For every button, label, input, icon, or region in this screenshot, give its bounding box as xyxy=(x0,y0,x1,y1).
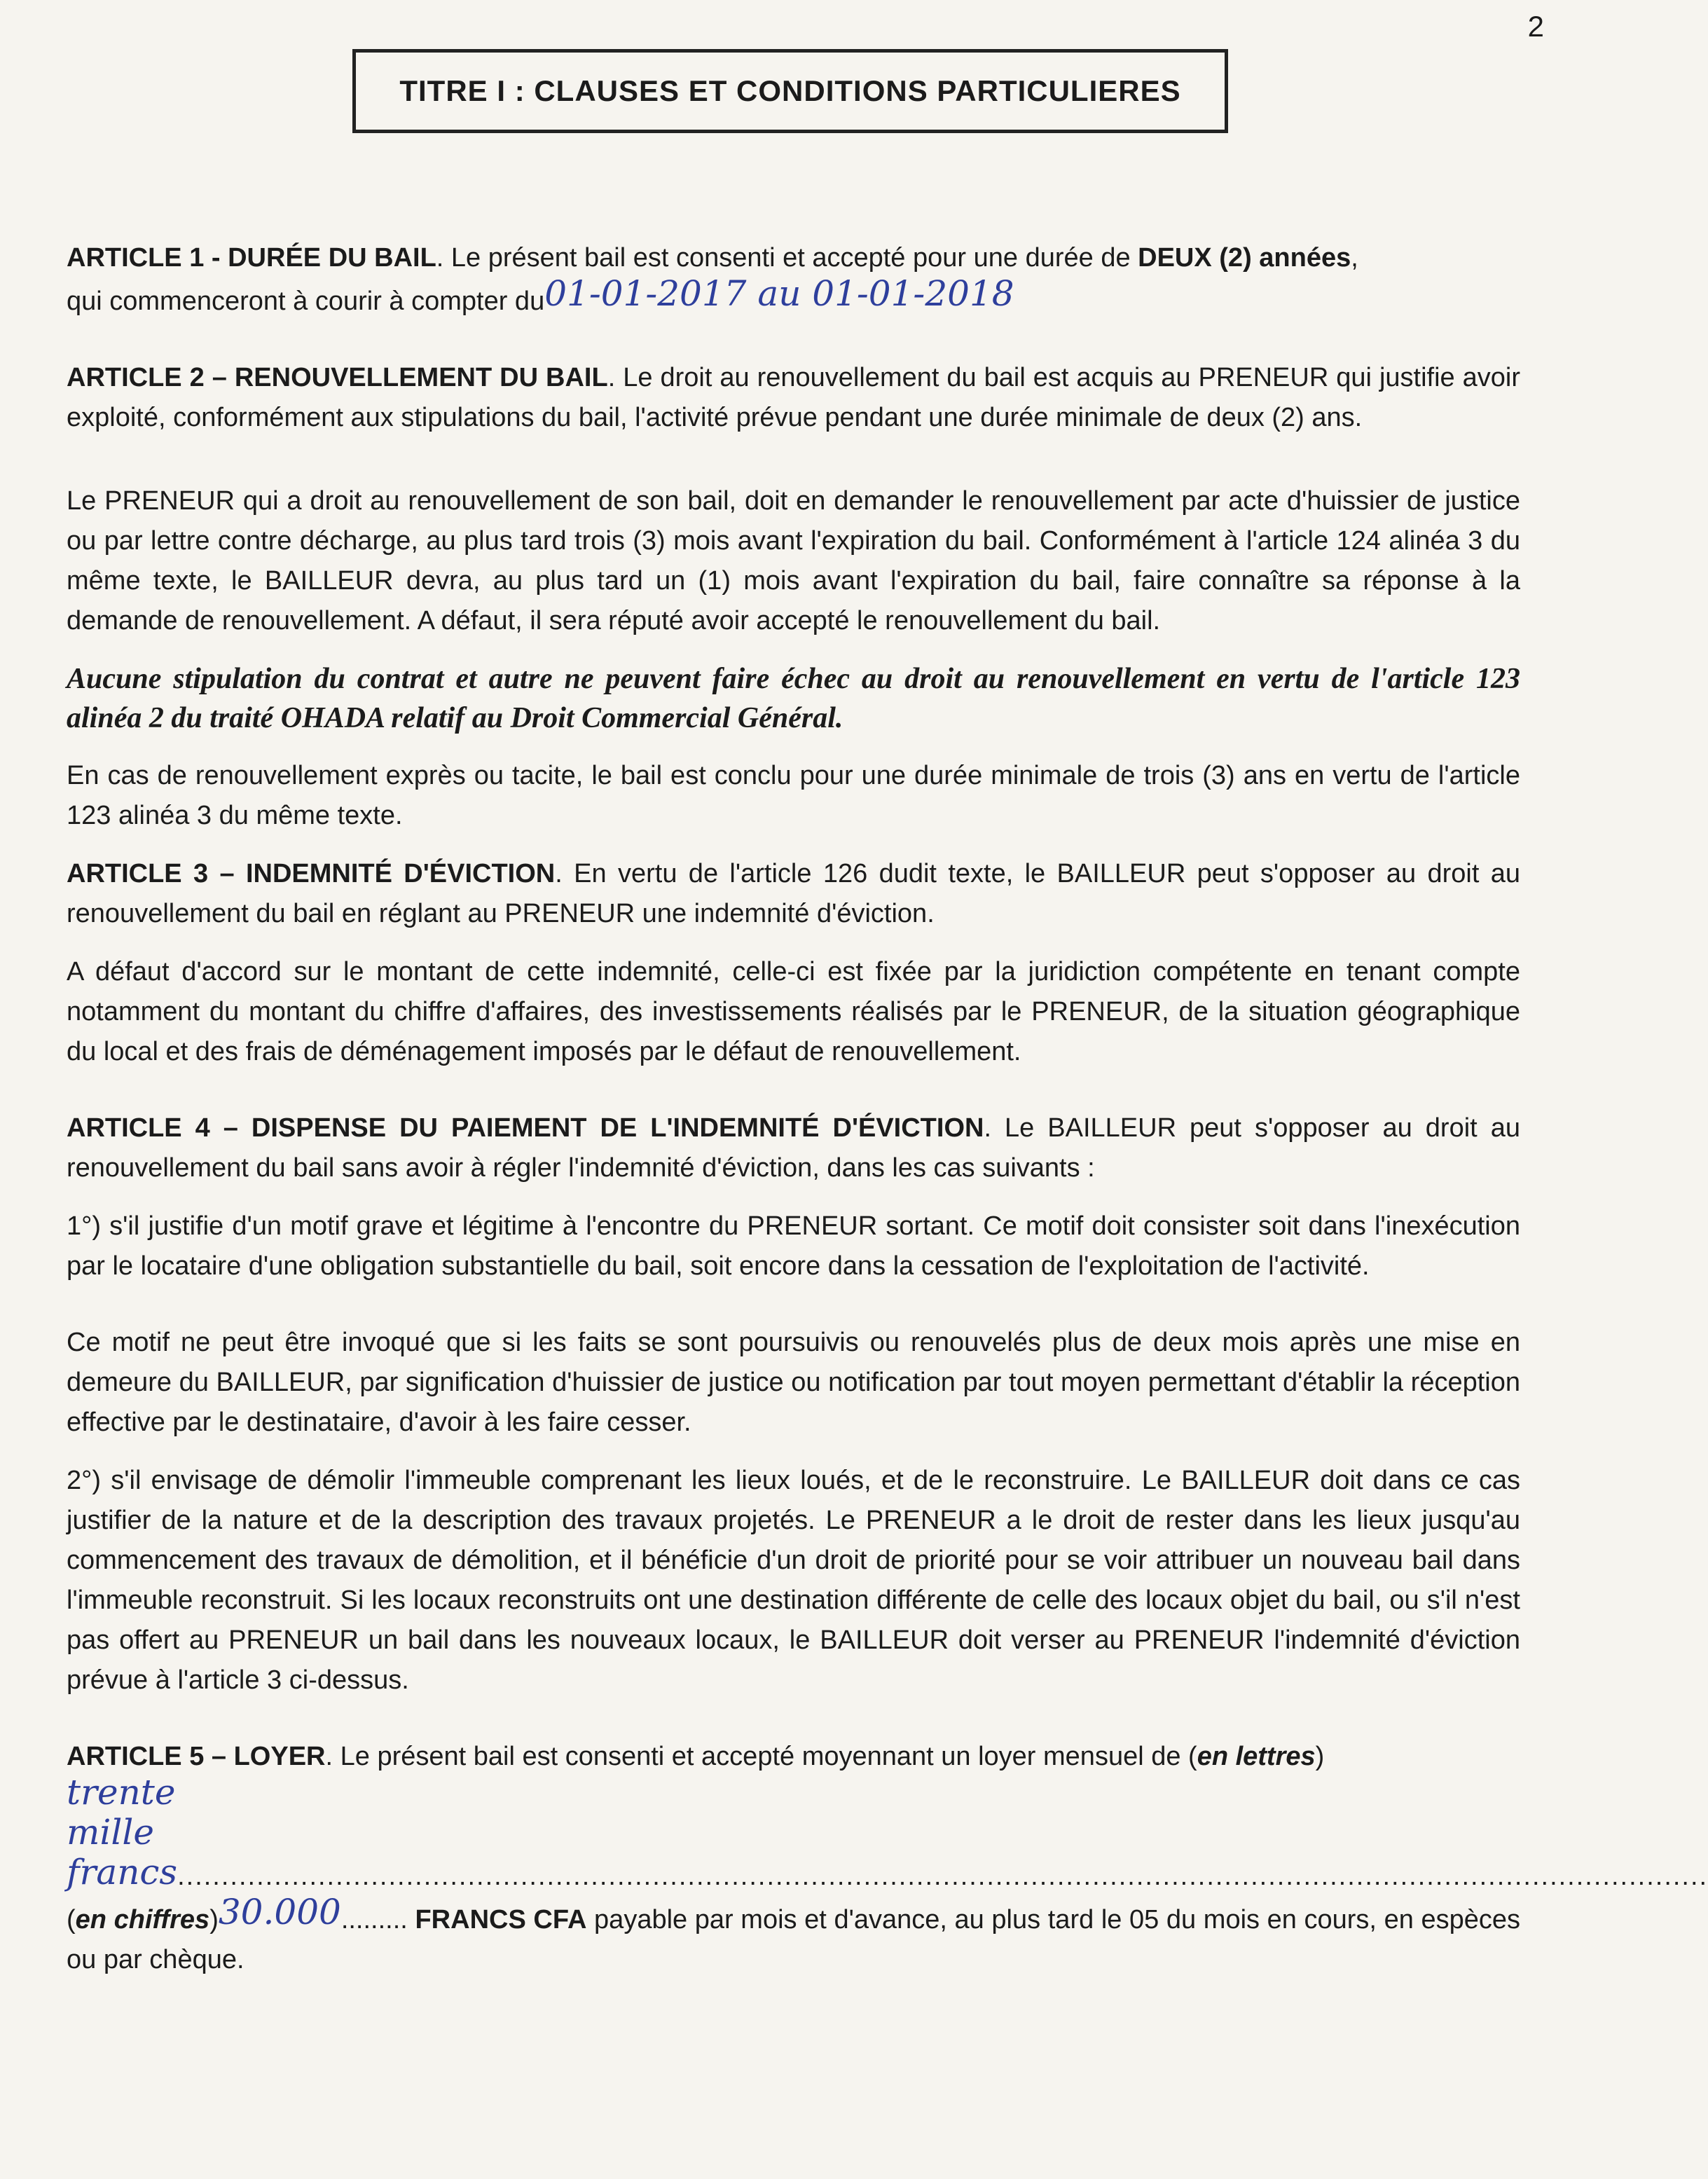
article-1-text-a: . Le présent bail est consenti et accepté pour une durée de xyxy=(436,243,1138,273)
article-2-p2: Le PRENEUR qui a droit au renouvellement de son bail, doit en demander le renouvellement par acte d'huissier de justice ou par lettre contre décharge, au plus tard trois (3) mois avant l'expiration du bail. Conformément à l'article 124 alinéa 3 du même texte, le BAILLEUR devra, au plus tard un (1) mois avant l'expiration du bail, faire connaître sa réponse à la demande de renouvellement. A défaut, il sera réputé avoir accepté le renouvellement du bail. xyxy=(67,486,1520,635)
article-5-en-chiffres: en chiffres xyxy=(75,1905,210,1934)
article-5 xyxy=(67,1737,1520,1777)
handwritten-amount-figures: 30.000 xyxy=(218,1892,341,1932)
article-3 xyxy=(67,854,1520,934)
article-5-amount-line: (en chiffres)30.000......... FRANCS CFA payable par mois et d'avance, au plus tard le 05 du mois en cours, en espèces ou par chèque. xyxy=(67,1892,1521,1974)
article-4 xyxy=(67,1108,1520,1188)
handwritten-amount-words: trente mille francs xyxy=(67,1772,178,1892)
article-5-currency: FRANCS CFA xyxy=(415,1905,587,1934)
article-5-text-a: . Le présent bail est consenti et accepté moyennant un loyer mensuel de ( xyxy=(325,1742,1197,1771)
article-1 xyxy=(67,238,1520,322)
article-4-p4: 2°) s'il envisage de démolir l'immeuble comprenant les lieux loués, et de le reconstruire. Le BAILLEUR doit dans ce cas justifier de la nature et de la description des travaux projetés. Le PRENEUR a le droit de rester dans les lieux jusqu'au commencement des travaux de démolition, et il bénéficie d'un droit de priorité pour se voir attribuer un nouveau bail dans l'immeuble reconstruit. Si les locaux reconstruits ont une destination différente de celle des locaux objet du bail, ou s'il n'est pas offert au PRENEUR un bail dans les nouveaux locaux, le BAILLEUR doit verser au PRENEUR l'indemnité d'éviction prévue à l'article 3 ci-dessus. xyxy=(67,1466,1520,1695)
article-5-en-lettres: en lettres xyxy=(1197,1742,1316,1771)
article-2-p1: . Le droit au renouvellement du bail est acquis au PRENEUR qui justifie avoir exploité, conformément aux stipulations du bail, l'activité prévue pendant une durée minimale de deux (2) ans. xyxy=(67,363,1520,432)
article-2-heading: ARTICLE 2 – RENOUVELLEMENT DU BAIL xyxy=(67,363,608,392)
article-4-heading: ARTICLE 4 – DISPENSE DU PAIEMENT DE L'INDEMNITÉ D'ÉVICTION xyxy=(67,1113,984,1143)
article-1-text-b: , xyxy=(1351,243,1358,273)
article-5-text-c: payable par mois et d'avance, au plus tard le 05 du mois en cours, en espèces ou par chèque. xyxy=(67,1905,1521,1974)
article-3-heading: ARTICLE 3 – INDEMNITÉ D'ÉVICTION xyxy=(67,859,556,888)
article-1-heading: ARTICLE 1 - DURÉE DU BAIL xyxy=(67,243,436,273)
section-title-box xyxy=(352,49,1228,133)
article-2-italic-clause: Aucune stipulation du contrat et autre ne peuvent faire échec au droit au renouvellement en vertu de l'article 123 alinéa 2 du traité OHADA relatif au Droit Commercial Général. xyxy=(67,663,1520,734)
article-4-p2: 1°) s'il justifie d'un motif grave et légitime à l'encontre du PRENEUR sortant. Ce motif doit consister soit dans l'inexécution par le locataire d'une obligation substantielle du bail, soit encore dans la cessation de l'exploitation de l'activité. xyxy=(67,1211,1520,1281)
article-5-text-b: ) xyxy=(1315,1742,1325,1771)
article-5-heading: ARTICLE 5 – LOYER xyxy=(67,1742,326,1771)
article-4-p3: Ce motif ne peut être invoqué que si les faits se sont poursuivis ou renouvelés plus de deux mois après une mise en demeure du BAILLEUR, par signification d'huissier de justice ou notification par tout moyen permettant d'établir la réception effective par le destinataire, d'avoir à les faire cesser. xyxy=(67,1328,1520,1437)
page-number: 2 xyxy=(1527,10,1544,43)
article-3-p1: . En vertu de l'article 126 dudit texte, le BAILLEUR peut s'opposer au droit au renouvellement du bail en réglant au PRENEUR une indemnité d'éviction. xyxy=(67,859,1520,928)
dotted-fill-short: ......... xyxy=(340,1905,408,1934)
article-2-p4: En cas de renouvellement exprès ou tacite, le bail est conclu pour une durée minimale de trois (3) ans en vertu de l'article 123 alinéa 3 du même texte. xyxy=(67,761,1520,830)
article-1-text-c: qui commenceront à courir à compter du xyxy=(67,287,545,316)
article-1-duration: DEUX (2) années xyxy=(1138,243,1351,273)
section-title: TITRE I : CLAUSES ET CONDITIONS PARTICULIERES xyxy=(399,74,1181,107)
amount-words-line xyxy=(67,1772,1708,1897)
article-4-p1: . Le BAILLEUR peut s'opposer au droit au renouvellement du bail sans avoir à régler l'indemnité d'éviction, dans les cas suivants : xyxy=(67,1113,1520,1183)
handwritten-dates: 01-01-2017 au 01-01-2018 xyxy=(544,273,1014,314)
document-body xyxy=(67,238,1708,1980)
article-2 xyxy=(67,358,1520,438)
article-3-p2: A défaut d'accord sur le montant de cette indemnité, celle-ci est fixée par la juridiction compétente en tenant compte notamment du montant du chiffre d'affaires, des investissements réalisés par le PRENEUR, de la situation géographique du local et des frais de déménagement imposés par le défaut de renouvellement. xyxy=(67,957,1520,1066)
dotted-fill-line: .............................................................................................................................................................................. xyxy=(177,1862,1708,1891)
